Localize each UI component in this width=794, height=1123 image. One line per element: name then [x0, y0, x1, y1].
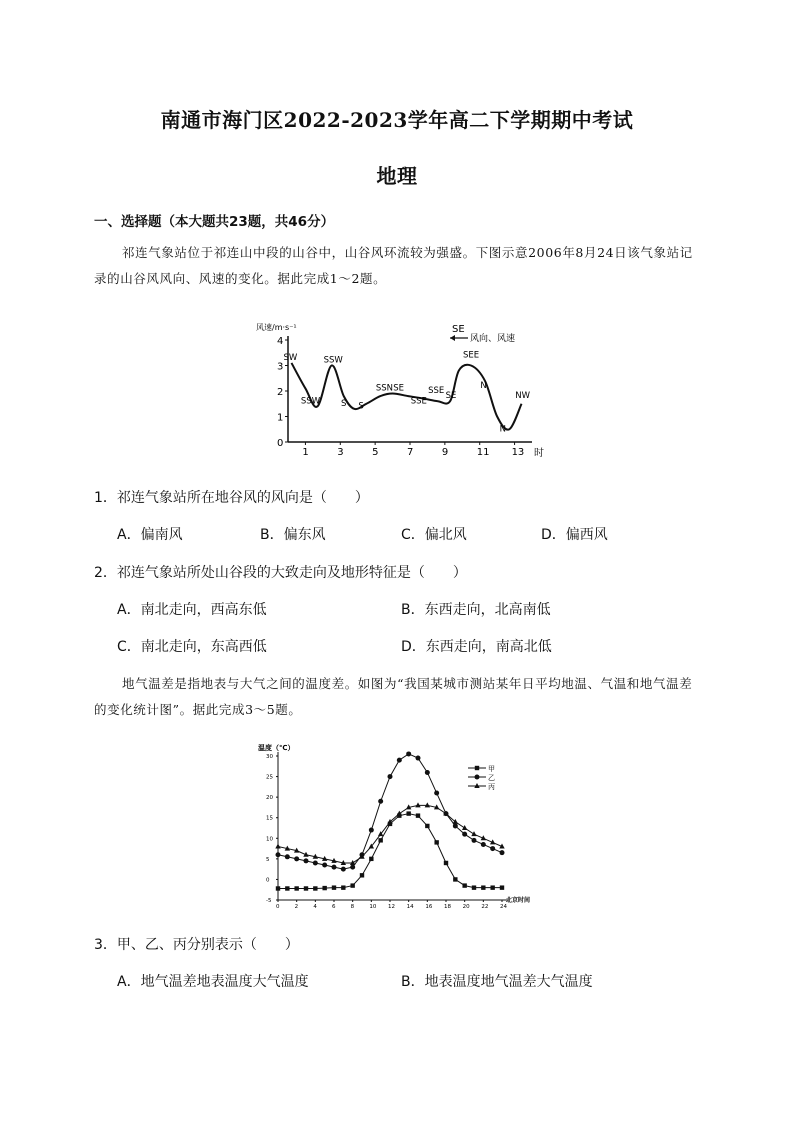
temp-ytick-label: 5	[266, 856, 270, 863]
temp-point-square	[406, 811, 410, 815]
temp-point-circle	[425, 770, 430, 775]
wind-direction-label: NW	[515, 391, 531, 402]
temp-ytick-label: 0	[266, 877, 270, 884]
q2-option-a[interactable]: A．南北走向，西高东低	[117, 602, 267, 618]
wind-direction-label: S	[358, 401, 364, 412]
q1-option-a[interactable]: A．偏南风	[117, 527, 183, 543]
passage-1: 祁连气象站位于祁连山中段的山谷中，山谷风环流较为强盛。下图示意2006年8月24日该气象站记录的山谷风风向、风速的变化。据此完成1～2题。	[94, 245, 693, 286]
passage-2: 地气温差是指地表与大气之间的温度差。如图为“我国某城市测站某年日平均地温、气温和地气温差的变化统计图”。据此完成3～5题。	[94, 676, 693, 717]
temp-point-circle	[276, 852, 281, 857]
temp-xtick-label: 20	[462, 904, 470, 908]
q3-option-a[interactable]: A．地气温差地表温度大气温度	[117, 974, 309, 990]
q2-option-c[interactable]: C．南北走向，东高西低	[117, 639, 267, 655]
temp-point-circle	[490, 846, 495, 851]
temperature-chart-xlabel: 北京时间	[506, 897, 531, 904]
page-title: 南通市海门区2022-2023学年高二下学期期中考试	[160, 108, 634, 132]
temp-point-square	[313, 886, 317, 890]
temp-point-circle	[304, 858, 309, 863]
wind-ytick-label: 4	[277, 336, 284, 347]
temp-ytick-label: 20	[266, 795, 273, 802]
temperature-legend	[468, 765, 495, 791]
temp-point-square	[360, 873, 364, 877]
temp-point-triangle	[397, 811, 402, 816]
wind-xtick-label: 3	[337, 447, 344, 458]
temp-ytick-label: 25	[266, 774, 273, 781]
temp-ytick-label: 15	[266, 815, 273, 822]
q2-option-b[interactable]: B．东西走向，北高南低	[401, 602, 551, 618]
temp-point-square	[481, 885, 485, 889]
temp-point-circle	[416, 756, 421, 761]
wind-direction-label: N	[499, 424, 506, 435]
temp-xtick-label: 2	[294, 904, 299, 908]
temp-point-square	[444, 861, 448, 865]
wind-ytick-label: 3	[277, 361, 284, 373]
q1-option-c[interactable]: C．偏北风	[401, 527, 467, 543]
temp-point-square	[304, 886, 308, 890]
temp-point-square	[490, 885, 494, 889]
wind-direction-label: SSE	[428, 386, 445, 397]
temp-point-square	[416, 813, 420, 817]
temp-point-circle	[350, 865, 355, 870]
temp-point-square	[276, 886, 280, 890]
wind-direction-label: S	[341, 398, 347, 409]
wind-direction-label: SSE	[410, 396, 427, 407]
temp-point-square	[453, 877, 457, 881]
wind-legend-text: 风向、风速	[470, 334, 516, 344]
question-1-stem: 1．祁连气象站所在地谷风的风向是（ ）	[94, 490, 369, 506]
temp-point-square	[350, 883, 354, 887]
question-3-stem: 3．甲、乙、丙分别表示（ ）	[94, 937, 299, 953]
temp-xtick-label: 22	[481, 904, 489, 908]
temp-point-square	[332, 885, 336, 889]
temp-point-square	[294, 886, 298, 890]
wind-direction-label: SW	[283, 352, 298, 363]
temp-legend-label: 乙	[488, 774, 495, 782]
temp-point-circle	[369, 828, 374, 833]
temp-xtick-label: 6	[332, 904, 336, 908]
temp-xtick-label: 16	[425, 904, 433, 908]
temp-xtick-label: 14	[406, 904, 414, 908]
temp-point-circle	[453, 823, 458, 828]
temp-xtick-label: 10	[369, 904, 377, 908]
temp-point-circle	[322, 863, 327, 868]
q2-option-d[interactable]: D．东西走向，南高北低	[401, 639, 552, 655]
temp-xtick-label: 18	[444, 904, 451, 908]
temp-point-triangle	[471, 831, 476, 836]
wind-xtick-label: 9	[441, 447, 449, 458]
wind-direction-label: SE	[445, 391, 457, 402]
temp-point-square	[472, 885, 476, 889]
temp-point-circle	[397, 758, 402, 763]
temp-series-line-circle	[278, 754, 502, 869]
temp-xtick-label: 0	[276, 904, 280, 908]
temp-legend-marker	[475, 766, 479, 770]
subject-title: 地理	[376, 164, 418, 188]
temp-point-circle	[341, 867, 346, 872]
wind-legend-dir: SE	[452, 324, 465, 335]
wind-direction-label: SSN	[375, 383, 394, 394]
wind-speed-line	[291, 363, 521, 430]
temp-legend-label: 丙	[488, 783, 495, 791]
wind-xtick-label: 13	[511, 447, 525, 458]
temp-legend-label: 甲	[488, 765, 495, 773]
wind-chart	[250, 316, 550, 466]
wind-direction-label: SE	[393, 383, 405, 394]
temp-ytick-label: -5	[266, 898, 272, 904]
temp-point-circle	[285, 854, 290, 859]
temp-xtick-label: 4	[313, 904, 317, 908]
temp-point-triangle	[462, 825, 467, 830]
temp-point-circle	[378, 799, 383, 804]
temperature-chart-ylabel: 温度（℃）	[258, 744, 295, 752]
wind-direction-labels	[283, 350, 530, 434]
temp-point-square	[500, 885, 504, 889]
wind-chart-xlabel: 时	[534, 448, 544, 459]
temp-xtick-label: 24	[500, 904, 507, 908]
temp-point-square	[285, 886, 289, 890]
q1-option-b[interactable]: B．偏东风	[260, 527, 326, 543]
wind-xtick-label: 5	[372, 447, 379, 458]
temp-ytick-label: 10	[266, 836, 273, 843]
temp-point-square	[425, 824, 429, 828]
wind-ytick-label: 0	[277, 438, 284, 449]
wind-direction-label: SSW	[300, 396, 321, 407]
temp-point-circle	[406, 751, 411, 756]
temp-xtick-label: 8	[350, 904, 355, 908]
temp-point-square	[322, 886, 326, 890]
q3-option-b[interactable]: B．地表温度地气温差大气温度	[401, 974, 593, 990]
temp-point-circle	[434, 791, 439, 796]
temp-series-line-triangle	[278, 805, 502, 863]
temp-point-square	[434, 840, 438, 844]
q1-option-d[interactable]: D．偏西风	[541, 527, 608, 543]
temp-legend-marker	[475, 775, 480, 780]
wind-chart-ylabel: 风速/m·s⁻¹	[256, 323, 297, 332]
temp-point-circle	[388, 774, 393, 779]
temperature-chart	[250, 740, 550, 908]
temp-point-circle	[481, 842, 486, 847]
wind-xtick-label: 11	[476, 447, 490, 458]
temp-point-circle	[313, 860, 318, 865]
section-heading: 一、选择题（本大题共23题，共46分）	[94, 214, 335, 230]
temp-point-square	[341, 885, 345, 889]
temp-point-circle	[500, 850, 505, 855]
temp-point-circle	[332, 865, 337, 870]
question-2-stem: 2．祁连气象站所处山谷段的大致走向及地形特征是（ ）	[94, 565, 467, 581]
wind-xtick-label: 1	[302, 447, 309, 458]
temp-point-triangle	[275, 844, 280, 849]
wind-xtick-label: 7	[407, 447, 414, 458]
wind-ytick-label: 1	[277, 412, 284, 424]
temp-ytick-label: 30	[266, 754, 273, 760]
temp-point-square	[369, 857, 373, 861]
temperature-series	[275, 751, 504, 890]
wind-ytick-label: 2	[277, 387, 284, 398]
wind-direction-label: SEE	[463, 350, 480, 361]
temp-point-circle	[472, 838, 477, 843]
temp-point-circle	[294, 856, 299, 861]
temp-point-square	[378, 838, 382, 842]
temp-point-square	[462, 883, 466, 887]
wind-direction-label: N	[480, 381, 487, 391]
temp-xtick-label: 12	[388, 904, 395, 908]
temp-point-circle	[462, 832, 467, 837]
wind-direction-label: SSW	[323, 355, 343, 366]
wind-legend-arrowhead	[450, 335, 455, 341]
